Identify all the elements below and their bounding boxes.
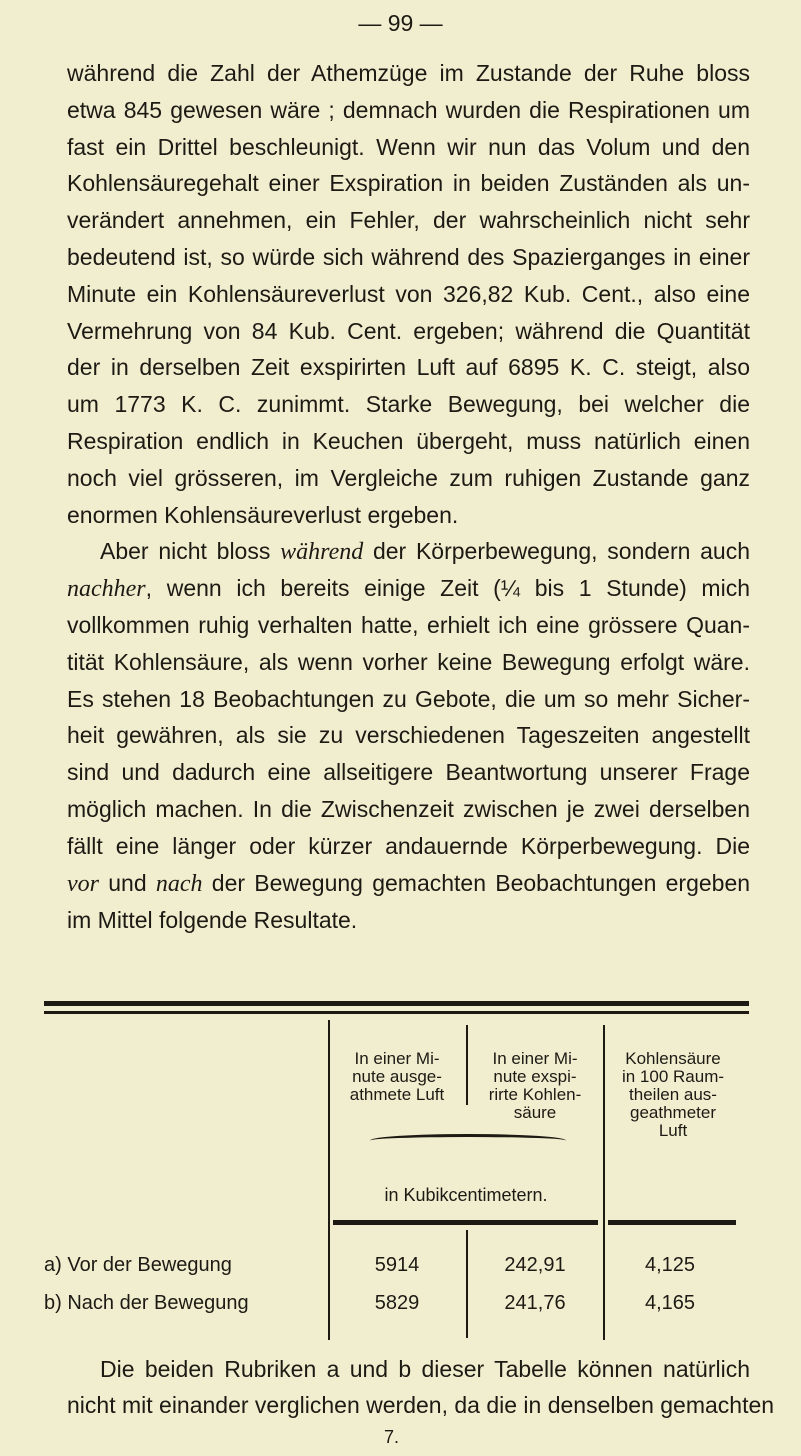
table-cell: 4,125: [644, 1254, 696, 1276]
paragraph-1-line: Minute ein Kohlensäureverlust von 326,82 Kub. Cent., also eine: [67, 280, 750, 307]
paragraph-1-line: Kohlensäuregehalt einer Exspiration in beiden Zuständen als un-: [67, 170, 750, 197]
row-label: a) Vor der Bewegung: [44, 1254, 232, 1276]
paragraph-2-line: Es stehen 18 Beobachtungen zu Gebote, die um so mehr Sicher-: [67, 685, 750, 712]
page-number: — 99 —: [358, 10, 443, 36]
column-divider: [328, 1020, 330, 1340]
row-label: b) Nach der Bewegung: [44, 1292, 249, 1314]
brace-icon: [370, 1134, 566, 1147]
paragraph-2-line: vor und nach der Bewegung gemachten Beobachtungen ergeben: [67, 870, 751, 897]
column-header: In einer Mi- nute exspi- rirte Kohlen- säure: [488, 1049, 582, 1122]
paragraph-1-line: der in derselben Zeit exspirirten Luft auf 6895 K. C. steigt, also: [67, 354, 750, 381]
paragraph-2-line: Aber nicht bloss während der Körperbewegung, sondern auch: [100, 538, 751, 565]
paragraph-1-line: bedeutend ist, so würde sich während des Spazierganges in einer: [67, 244, 750, 270]
paragraph-2-line: sind und dadurch eine allseitigere Beantwortung unserer Frage: [67, 759, 750, 786]
signature-mark: 7.: [384, 1427, 400, 1447]
paragraph-1-line: um 1773 K. C. zunimmt. Starke Bewegung, bei welcher die: [67, 391, 750, 418]
column-divider: [466, 1230, 468, 1338]
paragraph-2-line: heit gewähren, als sie zu verschiedenen Tageszeiten angestellt: [67, 722, 750, 749]
paragraph-1-line: enormen Kohlensäureverlust ergeben.: [67, 501, 459, 528]
paragraph-2-line: tität Kohlensäure, als wenn vorher keine Bewegung erfolgt wäre.: [67, 648, 750, 675]
column-header: In einer Mi- nute ausge- athmete Luft: [349, 1049, 445, 1104]
paragraph-1-line: Vermehrung von 84 Kub. Cent. ergeben; während die Quantität: [67, 317, 750, 344]
paragraph-3-line: Die beiden Rubriken a und b dieser Tabelle können natürlich: [100, 1356, 750, 1382]
table-cell: 242,91: [504, 1254, 566, 1276]
paragraph-2-line: vollkommen ruhig verhalten hatte, erhielt ich eine grössere Quan-: [67, 612, 750, 638]
column-header: Kohlensäure in 100 Raum- theilen aus- geathmeter Luft: [621, 1049, 725, 1140]
paragraph-2-line: im Mittel folgende Resultate.: [67, 907, 358, 933]
paragraph-1-line: verändert annehmen, ein Fehler, der wahrscheinlich nicht sehr: [67, 207, 750, 234]
paragraph-1-line: während die Zahl der Athemzüge im Zustande der Ruhe bloss: [67, 60, 750, 86]
table-top-rule: [44, 1011, 749, 1014]
paragraph-2-line: möglich machen. In die Zwischenzeit zwischen je zwei derselben: [67, 796, 750, 822]
paragraph-2-line: nachher, wenn ich bereits einige Zeit (¼ bis 1 Stunde) mich: [67, 575, 750, 602]
table-cell: 4,165: [644, 1292, 696, 1314]
table-top-rule: [44, 1001, 749, 1006]
column-divider: [603, 1025, 605, 1340]
paragraph-3-line: nicht mit einander verglichen werden, da die in denselben gemachten: [67, 1392, 775, 1418]
paragraph-1-line: Respiration endlich in Keuchen übergeht, muss natürlich einen: [67, 428, 750, 454]
column-divider: [466, 1025, 468, 1105]
paragraph-1-line: etwa 845 gewesen wäre ; demnach wurden die Respirationen um: [67, 96, 750, 123]
table-cell: 241,76: [504, 1292, 566, 1314]
paragraph-1-line: noch viel grösseren, im Vergleiche zum ruhigen Zustande ganz: [67, 464, 750, 491]
table-cell: 5914: [374, 1254, 420, 1276]
header-rule: [608, 1220, 736, 1225]
table-cell: 5829: [374, 1292, 420, 1314]
paragraph-1-line: fast ein Drittel beschleunigt. Wenn wir nun das Volum und den: [67, 133, 750, 160]
header-rule: [333, 1220, 598, 1225]
unit-label: in Kubikcentimetern.: [384, 1185, 548, 1205]
paragraph-2-line: fällt eine länger oder kürzer andauernde Körperbewegung. Die: [67, 832, 750, 859]
